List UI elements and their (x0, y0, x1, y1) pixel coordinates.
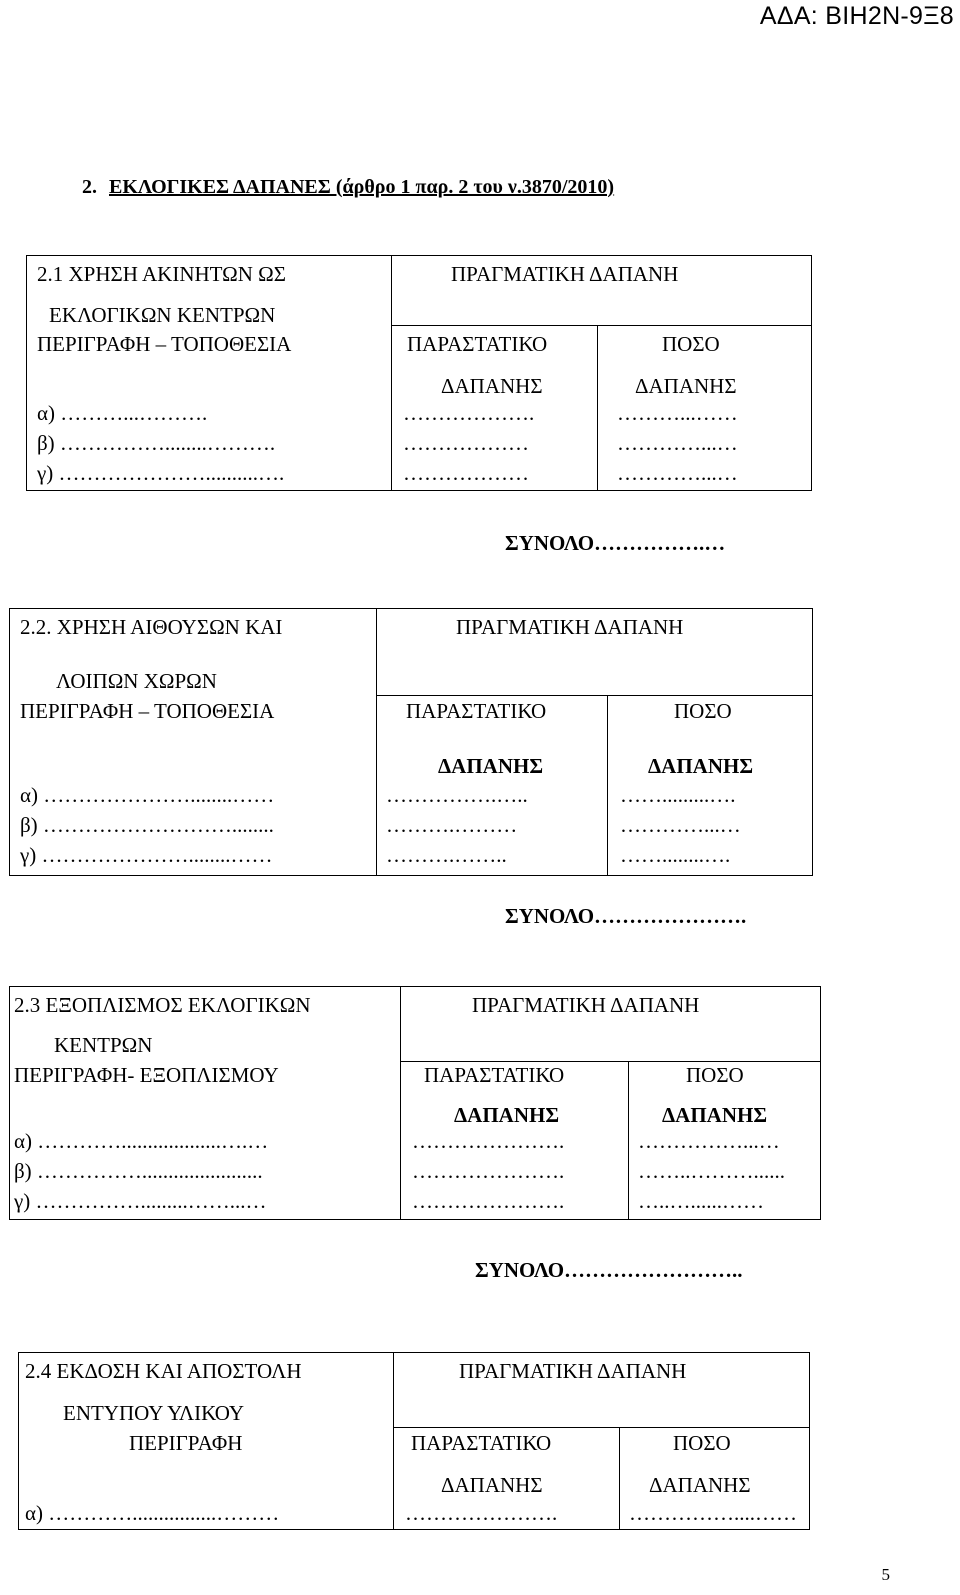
row-amount: …………...… (617, 461, 738, 485)
amount-header-line-1: ΠΟΣΟ (674, 699, 732, 723)
row-label: β) ……………........………. (37, 431, 276, 455)
page-number: 5 (881, 1565, 890, 1584)
table-title-line-1: 2.3 ΕΞΟΠΛΙΣΜΟΣ ΕΚΛΟΓΙΚΩΝ (14, 993, 311, 1017)
row-amount: ……..………...... (638, 1159, 785, 1183)
table-2-3 (9, 986, 821, 1220)
table-title-line-1: 2.1 ΧΡΗΣΗ ΑΚΙΝΗΤΩΝ ΩΣ (37, 262, 286, 286)
row-label: α) …………................……… (25, 1501, 280, 1525)
section-heading (82, 176, 614, 199)
table-title-line-1: 2.2. ΧΡΗΣΗ ΑΙΘΟΥΣΩΝ ΚΑΙ (20, 615, 283, 639)
amount-header-line-2: ΔΑΠΑΝΗΣ (662, 1103, 768, 1127)
row-document: ………………. (403, 401, 535, 425)
amount-header-line-1: ΠΟΣΟ (662, 332, 720, 356)
ada-code: ΑΔΑ: ΒΙΗ2Ν-9Ξ8 (759, 2, 954, 30)
total-2-3: ΣΥΝΟΛΟ…………………….. (475, 1258, 743, 1282)
row-amount: ……………....…… (629, 1501, 797, 1525)
table-title-line-1: 2.4 ΕΚΔΟΣΗ ΚΑΙ ΑΠΟΣΤΟΛΗ (25, 1359, 302, 1383)
section-number: 2. (82, 176, 97, 198)
row-label: β) ………………………........ (20, 813, 274, 837)
table-2-2 (9, 608, 813, 876)
row-document: …………….….. (386, 783, 528, 807)
row-amount: …..…......…… (638, 1189, 764, 1213)
document-header-line-1: ΠΑΡΑΣΤΑΤΙΚΟ (424, 1063, 565, 1087)
row-document: ……….…….. (386, 843, 507, 867)
row-amount: ……………...… (638, 1129, 780, 1153)
amount-header-line-2: ΔΑΠΑΝΗΣ (648, 754, 754, 778)
row-label: β) ……………....................... (14, 1159, 263, 1183)
amount-header-line-1: ΠΟΣΟ (673, 1431, 731, 1455)
row-document: ……………… (403, 461, 529, 485)
actual-cost-header: ΠΡΑΓΜΑΤΙΚΗ ΔΑΠΑΝΗ (451, 262, 679, 286)
amount-header-line-2: ΔΑΠΑΝΗΣ (635, 374, 737, 398)
row-document: …………………. (405, 1501, 558, 1525)
amount-header-line-2: ΔΑΠΑΝΗΣ (649, 1473, 751, 1497)
description-header: ΠΕΡΙΓΡΑΦΗ (129, 1431, 243, 1455)
actual-cost-header: ΠΡΑΓΜΑΤΙΚΗ ΔΑΠΑΝΗ (456, 615, 684, 639)
table-title-line-2: ΕΝΤΥΠΟΥ ΥΛΙΚΟΥ (63, 1401, 245, 1425)
row-document: …………………. (412, 1159, 565, 1183)
document-header-line-2: ΔΑΠΑΝΗΣ (441, 374, 543, 398)
row-label: α) …………………........…… (20, 783, 275, 807)
actual-cost-header: ΠΡΑΓΜΑΤΙΚΗ ΔΑΠΑΝΗ (459, 1359, 687, 1383)
row-document: …………………. (412, 1189, 565, 1213)
row-amount: …………...… (620, 813, 741, 837)
row-label: α) …………...................….… (14, 1129, 269, 1153)
row-amount: ……........…. (620, 843, 731, 867)
row-label: γ) …………….........……...… (14, 1189, 267, 1213)
description-header: ΠΕΡΙΓΡΑΦΗ – ΤΟΠΟΘΕΣΙΑ (20, 699, 275, 723)
document-header-line-2: ΔΑΠΑΝΗΣ (441, 1473, 543, 1497)
table-2-1 (26, 255, 812, 491)
description-header: ΠΕΡΙΓΡΑΦΗ – ΤΟΠΟΘΕΣΙΑ (37, 332, 292, 356)
section-title: ΕΚΛΟΓΙΚΕΣ ΔΑΠΑΝΕΣ (άρθρο 1 παρ. 2 του ν.3870/2010) (109, 176, 615, 198)
row-document: ……….……… (386, 813, 518, 837)
table-title-line-2: ΚΕΝΤΡΩΝ (54, 1033, 153, 1057)
description-header: ΠΕΡΙΓΡΑΦΗ- ΕΞΟΠΛΙΣΜΟΥ (14, 1063, 279, 1087)
amount-header-line-1: ΠΟΣΟ (686, 1063, 744, 1087)
row-label: γ) …………………........…… (20, 843, 273, 867)
row-amount: …………...… (617, 431, 738, 455)
table-title-line-2: ΛΟΙΠΩΝ ΧΩΡΩΝ (56, 669, 217, 693)
document-header-line-1: ΠΑΡΑΣΤΑΤΙΚΟ (406, 699, 547, 723)
row-amount: …….........…. (620, 783, 736, 807)
row-label: α) ………...………. (37, 401, 208, 425)
document-header-line-1: ΠΑΡΑΣΤΑΤΙΚΟ (407, 332, 548, 356)
row-label: γ) …………………..........…. (37, 461, 285, 485)
table-2-4 (18, 1352, 810, 1530)
document-header-line-2: ΔΑΠΑΝΗΣ (438, 754, 544, 778)
total-2-2: ΣΥΝΟΛΟ…………………. (505, 904, 747, 928)
total-2-1: ΣΥΝΟΛΟ…………….… (505, 531, 726, 555)
document-header-line-1: ΠΑΡΑΣΤΑΤΙΚΟ (411, 1431, 552, 1455)
table-title-line-2: ΕΚΛΟΓΙΚΩΝ ΚΕΝΤΡΩΝ (49, 303, 276, 327)
document-header-line-2: ΔΑΠΑΝΗΣ (454, 1103, 560, 1127)
row-document: …………………. (412, 1129, 565, 1153)
row-document: ……………… (403, 431, 529, 455)
actual-cost-header: ΠΡΑΓΜΑΤΙΚΗ ΔΑΠΑΝΗ (472, 993, 700, 1017)
row-amount: ………...…… (617, 401, 738, 425)
